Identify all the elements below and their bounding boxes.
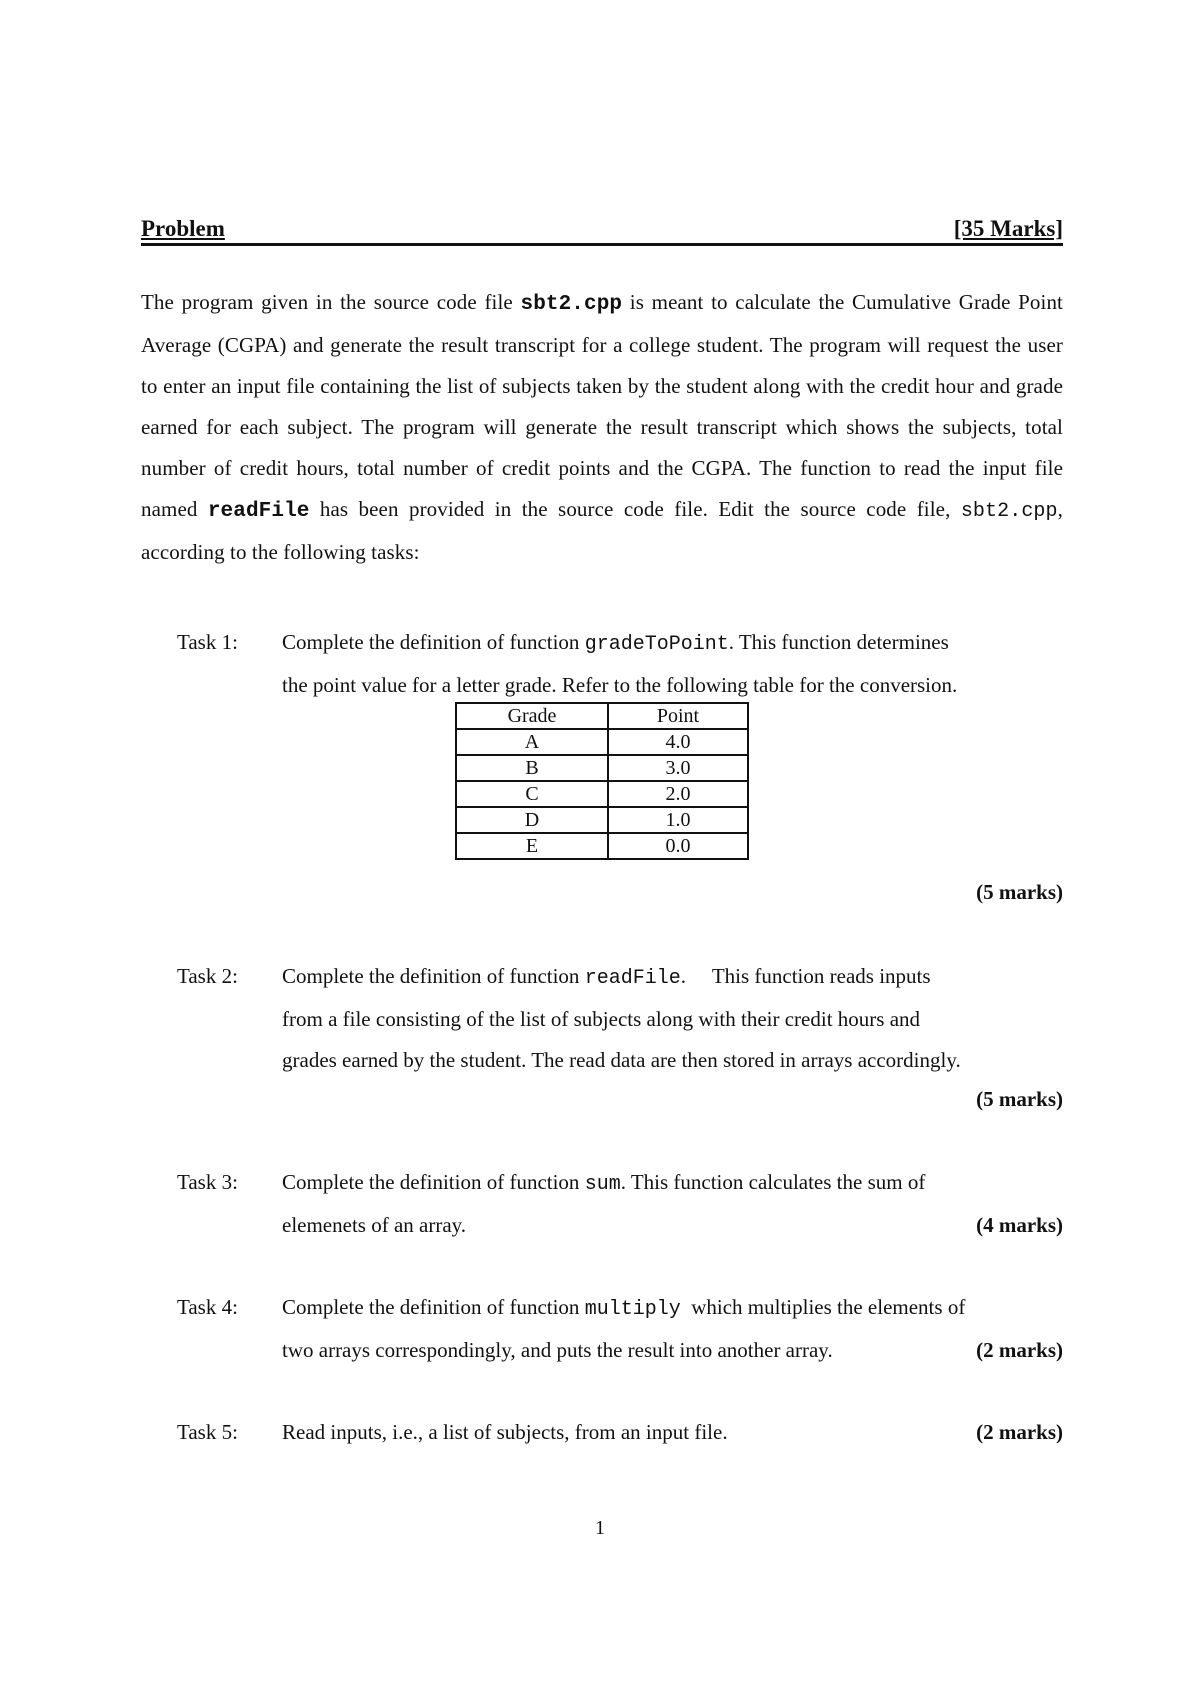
table-cell: 0.0 <box>608 833 748 859</box>
table-cell: B <box>456 755 608 781</box>
task-line: elemenets of an array. (4 marks) <box>282 1205 1063 1246</box>
task-line: the point value for a letter grade. Refer to the following table for the conversion. <box>282 673 958 697</box>
task-line: from a file consisting of the list of subjects along with their credit hours and <box>282 1007 921 1031</box>
task-line: Complete the definition of function readFile. This function reads inputs <box>282 964 931 990</box>
intro-text-3: has been provided in the source code file. Edit the source code file, <box>309 497 961 521</box>
task-body <box>282 622 1063 706</box>
task-line: grades earned by the student. The read data are then stored in arrays accordingly. <box>282 1048 961 1072</box>
intro-text-2: is meant to calculate the Cumulative Grade Point Average (CGPA) and generate the result transcript for a college student. The program will request the user to enter an input file containing the list of subjects taken by the student along with the credit hour and grade earned for each subject. The program will generate the result transcript which shows the subjects, total number of credit hours, total number of credit points and the CGPA. The function to read the input file named <box>141 290 1063 521</box>
task-body <box>282 956 1063 1081</box>
table-row <box>456 781 748 807</box>
table-header-row <box>456 703 748 729</box>
table-cell: A <box>456 729 608 755</box>
total-marks: [35 Marks] <box>953 216 1063 241</box>
task-label: Task 3: <box>177 1170 238 1194</box>
task-line: Complete the definition of function multiply which multiplies the elements of <box>282 1295 966 1321</box>
code-function: readFile <box>584 967 681 990</box>
code-function: sum <box>584 1173 621 1196</box>
table-row <box>456 755 748 781</box>
problem-title: Problem <box>141 216 225 241</box>
table-cell: 2.0 <box>608 781 748 807</box>
task-line: Complete the definition of function sum. This function calculates the sum of <box>282 1170 926 1196</box>
table-row <box>456 833 748 859</box>
task-line: two arrays correspondingly, and puts the result into another array. (2 marks) <box>282 1330 1063 1371</box>
task-label: Task 5: <box>177 1420 238 1444</box>
task-body <box>282 1287 1063 1371</box>
code-filename-2: sbt2.cpp <box>960 500 1058 523</box>
table-cell: D <box>456 807 608 833</box>
table-header: Grade <box>456 703 608 729</box>
intro-paragraph <box>141 282 1063 573</box>
task-4-marks: (2 marks) <box>976 1338 1063 1362</box>
task-label: Task 4: <box>177 1295 238 1319</box>
table-cell: 4.0 <box>608 729 748 755</box>
page-number: 1 <box>595 1517 605 1539</box>
table-cell: C <box>456 781 608 807</box>
table-row <box>456 729 748 755</box>
task-3-marks: (4 marks) <box>976 1213 1063 1237</box>
task-5-marks: (2 marks) <box>976 1420 1063 1444</box>
code-readfile: readFile <box>207 500 310 523</box>
table-cell: E <box>456 833 608 859</box>
table-row <box>456 807 748 833</box>
problem-header <box>141 216 1063 246</box>
task-label: Task 2: <box>177 964 238 988</box>
table-header: Point <box>608 703 748 729</box>
task-line: Read inputs, i.e., a list of subjects, from an input file. (2 marks) <box>282 1412 1063 1453</box>
table-cell: 3.0 <box>608 755 748 781</box>
task-1-marks: (5 marks) <box>976 880 1063 904</box>
code-function: gradeToPoint <box>584 633 729 656</box>
task-line: Complete the definition of function gradeToPoint. This function determines <box>282 630 949 656</box>
task-label: Task 1: <box>177 630 238 654</box>
code-filename: sbt2.cpp <box>520 293 623 316</box>
task-body <box>282 1162 1063 1246</box>
grade-conversion-table <box>455 702 749 860</box>
task-body <box>282 1412 1063 1453</box>
intro-text-4: , according to the following tasks: <box>141 497 1063 564</box>
code-function: multiply <box>584 1298 681 1321</box>
intro-text-1: The program given in the source code file <box>141 290 521 314</box>
table-cell: 1.0 <box>608 807 748 833</box>
task-2-marks: (5 marks) <box>976 1087 1063 1111</box>
